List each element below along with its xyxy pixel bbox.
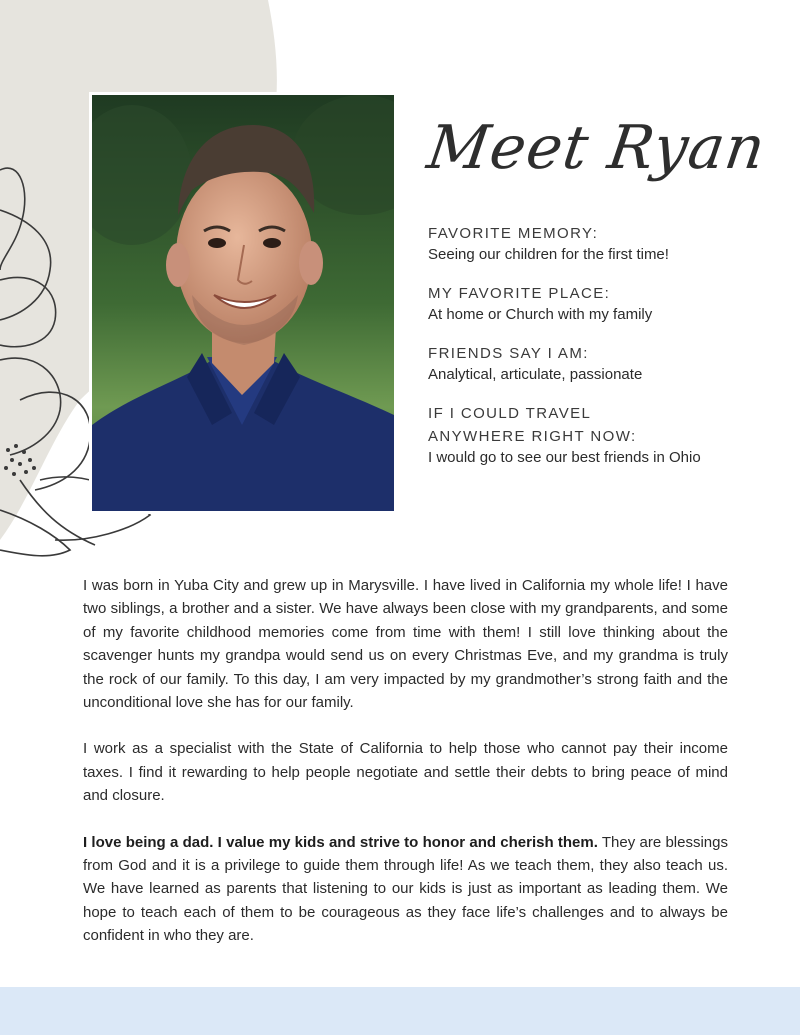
fact-label: IF I COULD TRAVEL ANYWHERE RIGHT NOW: [428,405,637,445]
fact-value: I would go to see our best friends in Ohio [428,449,701,466]
bio-paragraph-3 [83,831,728,948]
fact-label: FAVORITE MEMORY: [428,225,599,242]
fact-label: MY FAVORITE PLACE: [428,285,611,302]
footer-band [0,987,800,1035]
portrait-image [92,95,394,511]
bio-paragraph-1: I was born in Yuba City and grew up in Marysville. I have lived in California my whole life! I have two siblings, a brother and a sister. We have always been close with my grandparents, and some of my favorite childhood memories come from time with them! I still love thinking about the scavenger hunts my grandpa would send us on every Christmas Eve, and my grandma is truly the rock of our family. To this day, I am very impacted by my grandmother’s strong faith and the unconditional love she has for our family. [83,577,728,712]
bio-paragraph-2: I work as a specialist with the State of California to help those who cannot pay their income taxes. I find it rewarding to help people negotiate and settle their debts to bring peace of mind and closure. [83,740,728,805]
fact-favorite-memory [428,222,768,265]
fact-friends-say [428,342,768,385]
bio-paragraph-3-text: They are blessings from God and it is a privilege to guide them through life! As we teach them, they also teach us. We have learned as parents that listening to our kids is just as important as leading them. We hope to teach each of them to be courageous as they face life’s challenges and to always be confident in who they are. [83,833,728,945]
bio-section [83,574,728,971]
fact-label: FRIENDS SAY I AM: [428,345,589,362]
fact-value: Seeing our children for the first time! [428,246,669,263]
portrait-photo [89,92,397,514]
bio-highlight: I love being a dad. I value my kids and strive to honor and cherish them. [83,833,598,851]
fact-favorite-place [428,282,768,325]
page-title: Meet Ryan [423,113,770,183]
fact-value: Analytical, articulate, passionate [428,366,643,383]
fact-travel-anywhere [428,402,768,468]
fact-value: At home or Church with my family [428,306,653,323]
facts-list [428,222,768,485]
